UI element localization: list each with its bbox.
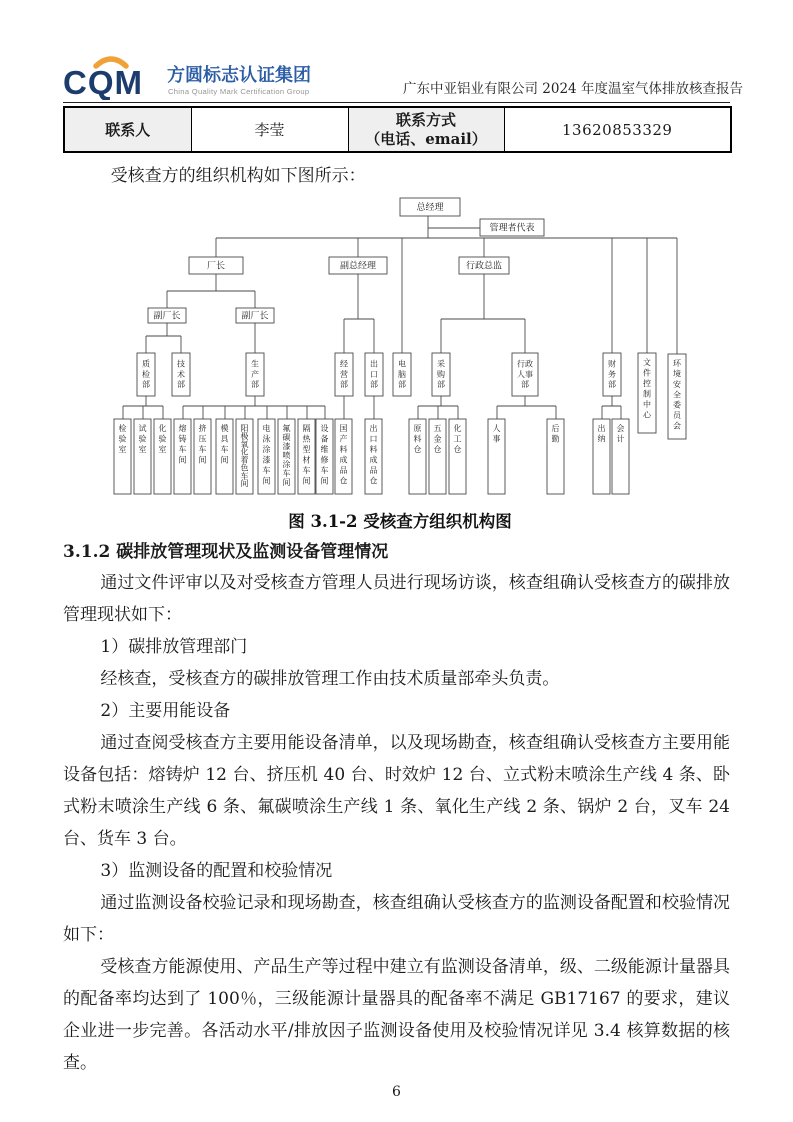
body-paragraph: 1）碳排放管理部门 [100, 637, 248, 657]
org-node-label: 会 [616, 424, 625, 433]
body-paragraph: 3）监测设备的配置和校验情况 [100, 861, 333, 881]
org-node-label: 车 [220, 445, 229, 454]
org-node-label: 挤 [198, 424, 207, 433]
org-node-label: 间 [262, 476, 271, 486]
org-node-label: 室 [158, 445, 167, 454]
org-node-label: 料 [339, 445, 348, 454]
logo-chinese-text: 方圆标志认证集团 [167, 65, 311, 85]
org-node-label: 文 [643, 358, 651, 367]
org-node-label: 部 [251, 380, 259, 390]
org-node-label: 技 [177, 359, 185, 369]
org-node-label: 材 [302, 455, 311, 465]
org-node-label: 验 [118, 434, 127, 444]
org-node-label: 财 [608, 359, 616, 369]
org-node-label: 品 [369, 466, 378, 475]
page-header [63, 57, 743, 103]
contact-method-value: 13620853329 [504, 107, 731, 152]
org-node-label: 设 [320, 424, 329, 433]
org-node-label: 阳 [240, 424, 249, 433]
org-node-label: 勤 [551, 434, 560, 444]
org-node-label: 隔 [302, 424, 311, 433]
org-node-label: 口 [370, 369, 378, 379]
org-node-label: 压 [198, 434, 207, 444]
org-node-label: 碳 [282, 433, 291, 442]
cqm-logo [63, 56, 403, 100]
org-node-label: 金 [433, 434, 442, 444]
org-node-label: 仓 [433, 445, 442, 454]
org-node-label: 员 [673, 411, 681, 421]
org-node-label: 极 [240, 431, 249, 441]
org-node-label: 型 [302, 445, 311, 454]
org-node-label: 安 [673, 379, 681, 389]
org-node-label: 涂 [282, 460, 291, 469]
org-node-label: 务 [608, 369, 616, 379]
org-node-label: 化 [158, 424, 167, 433]
org-node-label: 术 [177, 369, 185, 379]
org-node-label: 验 [138, 434, 147, 444]
org-node-label: 制 [643, 389, 651, 399]
org-node-label: 仓 [369, 476, 378, 486]
org-node-label: 后 [551, 424, 560, 433]
contact-method-label [348, 107, 504, 152]
org-node-label: 间 [178, 455, 187, 465]
org-node-label: 购 [437, 369, 445, 379]
org-node-label: 生 [251, 359, 259, 369]
org-node-label: 部 [370, 380, 378, 390]
contact-method-label-line2: （电话、email） [365, 129, 487, 148]
org-node-label: 副总经理 [339, 261, 377, 272]
org-node-label: 五 [433, 424, 442, 433]
org-node-label: 熔 [178, 424, 187, 433]
org-node-label: 检 [118, 424, 127, 433]
contact-table [63, 106, 732, 153]
org-node-label: 品 [339, 466, 348, 475]
org-node-label: 质 [142, 359, 150, 369]
doc-title: 广东中亚铝业有限公司 2024 年度温室气体排放核查报告 [403, 81, 743, 97]
org-node-label: 氟 [282, 424, 291, 433]
org-node-label: 间 [302, 476, 311, 486]
org-node-label: 涂 [262, 445, 271, 454]
org-node-label: 国 [339, 424, 348, 433]
org-node-label: 仓 [453, 445, 462, 454]
org-chart [90, 191, 710, 509]
logo-cqm-text: CQM [63, 64, 143, 100]
org-node-label: 间 [220, 455, 229, 465]
org-node-label: 泳 [262, 434, 271, 444]
org-node-label: 喷 [282, 451, 291, 460]
org-node-label: 电 [398, 359, 406, 369]
org-node-label: 车 [282, 469, 291, 478]
intro-paragraph: 受核查方的组织机构如下图所示： [110, 166, 366, 186]
contact-method-label-line1: 联系方式 [395, 110, 456, 129]
org-node-label: 仓 [339, 476, 348, 486]
org-node-label: 车 [240, 471, 249, 481]
org-node-label: 间 [320, 476, 329, 486]
body-paragraph: 2）主要用能设备 [100, 701, 231, 721]
org-node-label: 具 [220, 434, 229, 444]
body-paragraph: 受核查方能源使用、产品生产等过程中建立有监测设备清单，级、二级能源计量器具的配备率均达到了 100％，三级能源计量器具的配备率不满足 GB17167 的要求，建议企业进一步完善。各活动水平/排放因子监测设备使用及校验情况详见 3.4 核算数据的核查。 [63, 957, 730, 1073]
org-node-label: 副厂长 [241, 311, 269, 322]
contact-person-value: 李莹 [191, 107, 348, 152]
org-node-label: 计 [616, 434, 625, 444]
org-node-label: 行政 [517, 359, 533, 369]
org-node-label: 车 [320, 466, 329, 475]
org-node-label: 心 [643, 410, 651, 420]
org-node-label: 着 [240, 455, 249, 465]
org-node-label: 工 [453, 434, 462, 444]
org-node-label: 部 [177, 380, 185, 390]
header-rule [63, 102, 730, 103]
org-node-label: 车 [262, 466, 271, 475]
org-node-label: 控 [643, 379, 651, 388]
org-node-label: 电 [262, 424, 271, 433]
org-node-label: 备 [320, 434, 329, 444]
org-node-label: 修 [320, 455, 329, 465]
header-top-row [63, 57, 743, 100]
org-node-label: 事 [492, 434, 501, 444]
org-node-label: 室 [118, 445, 127, 454]
body-paragraph: 通过监测设备校验记录和现场勘查，核查组确认受核查方的监测设备配置和校验情况如下： [63, 893, 730, 945]
org-node-label: 部 [608, 380, 616, 390]
org-node-label: 色 [240, 463, 249, 473]
org-node-label: 间 [282, 478, 291, 487]
org-node-label: 厂长 [206, 261, 226, 272]
org-node-label: 出 [369, 424, 378, 433]
org-node-label: 化 [453, 424, 462, 433]
org-node-label: 委 [673, 400, 681, 410]
org-node-label: 采 [437, 359, 445, 369]
org-node-label: 经 [340, 359, 348, 369]
org-node-label: 部 [437, 380, 445, 390]
org-node-label: 漆 [262, 455, 271, 465]
page-number: 6 [392, 1084, 401, 1100]
figure-caption: 图 3.1-2 受核查方组织机构图 [288, 512, 512, 531]
org-node-label: 部 [142, 380, 150, 390]
body-paragraph: 经核查，受核查方的碳排放管理工作由技术质量部牵头负责。 [100, 669, 560, 689]
org-node-label: 部 [340, 380, 348, 390]
org-node-label: 成 [339, 455, 348, 465]
org-node-label: 料 [369, 445, 378, 454]
org-node-label: 出 [370, 359, 378, 369]
body-paragraph: 通过查阅受核查方主要用能设备清单，以及现场勘查，核查组确认受核查方主要用能设备包括：熔铸炉 12 台、挤压机 40 台、时效炉 12 台、立式粉末喷涂生产线 4 条、卧式粉末喷涂生产线 6 条、氟碳喷涂生产线 1 条、氧化生产线 2 条、锅炉 2 台，叉车 24 台、货车 3 台。 [63, 733, 730, 849]
org-node-label: 环 [673, 359, 681, 368]
org-node-label: 间 [198, 455, 207, 465]
org-node-label: 车 [198, 445, 207, 454]
org-node-label: 热 [302, 434, 311, 444]
org-node-label: 总经理 [416, 203, 444, 214]
section-heading: 3.1.2 碳排放管理现状及监测设备管理情况 [63, 542, 389, 562]
org-node-label: 境 [673, 369, 681, 379]
org-chart-figure [90, 191, 730, 535]
org-node-label: 产 [251, 369, 259, 379]
body-paragraph: 通过文件评审以及对受核查方管理人员进行现场访谈，核查组确认受核查方的碳排放管理现状如下： [63, 573, 730, 625]
org-node-label: 模 [220, 424, 229, 433]
org-node-label: 纳 [597, 434, 606, 444]
org-node-label: 仓 [413, 445, 422, 454]
org-node-label: 车 [178, 445, 187, 454]
org-node-label: 副厂长 [153, 311, 181, 322]
org-node-label: 会 [673, 421, 681, 431]
org-node-label: 铸 [178, 434, 187, 444]
org-node-label: 管理者代表 [489, 223, 535, 234]
org-node-label: 件 [643, 368, 651, 378]
contact-table-row [64, 107, 731, 152]
org-node-label: 人事 [517, 369, 533, 379]
org-node-label: 验 [158, 434, 167, 444]
org-node-label: 漆 [282, 442, 291, 451]
org-node-label: 脑 [398, 369, 406, 379]
org-node-label: 产 [339, 434, 348, 444]
org-node-label: 成 [369, 455, 378, 465]
logo-english-text: China Quality Mark Certification Group [168, 87, 310, 96]
org-node-label: 部 [398, 380, 406, 390]
org-node-label: 行政总监 [465, 261, 503, 272]
org-node-label: 部 [521, 380, 529, 390]
org-node-label: 化 [240, 447, 249, 457]
org-node-label: 中 [643, 400, 651, 409]
org-node-label: 人 [492, 424, 501, 433]
org-node-label: 全 [673, 390, 681, 400]
contact-person-label: 联系人 [64, 107, 191, 152]
org-node-label: 营 [340, 369, 348, 379]
org-node-label: 原 [413, 424, 422, 433]
org-node-label: 间 [240, 479, 249, 489]
body-text [63, 567, 730, 1079]
org-node-label: 口 [369, 434, 378, 444]
cqm-logo-graphic [63, 56, 403, 100]
org-node-label: 试 [138, 424, 147, 433]
org-node-label: 出 [597, 424, 606, 433]
org-node-label: 室 [138, 445, 147, 454]
org-node-label: 检 [142, 369, 150, 379]
org-node-label: 氧 [240, 439, 249, 449]
org-node-label: 维 [320, 445, 329, 454]
org-node-label: 车 [302, 466, 311, 475]
org-node-label: 料 [413, 434, 422, 444]
